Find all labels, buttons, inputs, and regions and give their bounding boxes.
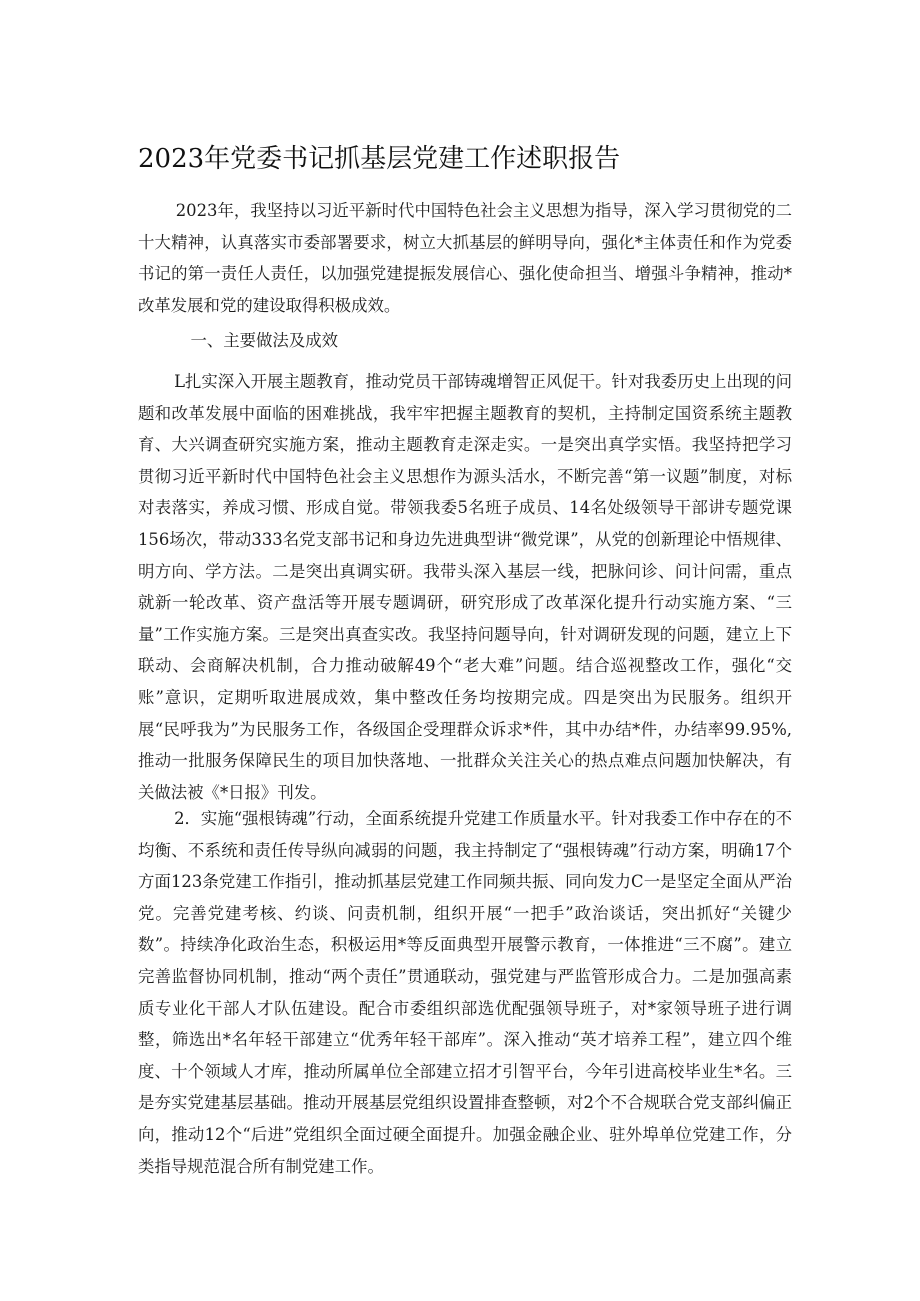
paragraph-1: L扎实深入开展主题教育，推动党员干部铸魂增智正风促干。针对我委历史上出现的问题和改革发展中面临的困难挑战，我牢牢把握主题教育的契机，主持制定国资系统主题教育、大兴调查研究实施方案，推动主题教育走深走实。一是突出真学实悟。我坚持把学习贯彻习近平新时代中国特色社会主义思想作为源头活水，不断完善“第一议题”制度，对标对表落实，养成习惯、形成自觉。带领我委5名班子成员、14名处级领导干部讲专题党课156场次，带动333名党支部书记和身边先进典型讲“微党课”，从党的创新理论中悟规律、明方向、学方法。二是突出真调实研。我带头深入基层一线，把脉问诊、问计问需，重点就新一轮改革、资产盘活等开展专题调研，研究形成了改革深化提升行动实施方案、“三量”工作实施方案。三是突出真查实改。我坚持问题导向，针对调研发现的问题，建立上下联动、会商解决机制，合力推动破解49个“老大难”问题。结合巡视整改工作，强化“交账”意识，定期听取进展成效，集中整改任务均按期完成。四是突出为民服务。组织开展“民呼我为”为民服务工作，各级国企受理群众诉求*件，其中办结*件，办结率99.95%,推动一批服务保障民生的项目加快落地、一批群众关注关心的热点难点问题加快解决，有关做法被《*日报》刊发。 [138,372,792,802]
intro-paragraph: 2023年，我坚持以习近平新时代中国特色社会主义思想为指导，深入学习贯彻党的二十大精神，认真落实市委部署要求，树立大抓基层的鲜明导向，强化*主体责任和作为党委书记的第一责任人责任，以加强党建提振发展信心、强化使命担当、增强斗争精神，推动*改革发展和党的建设取得积极成效。 [138,201,792,315]
document-title: 2023年党委书记抓基层党建工作述职报告 [138,144,621,174]
section-heading: 一、主要做法及成效 [190,331,338,350]
paragraph-2: 2．实施“强根铸魂”行动，全面系统提升党建工作质量水平。针对我委工作中存在的不均衡、不系统和责任传导纵向减弱的问题，我主持制定了“强根铸魂”行动方案，明确17个方面123条党建工作指引，推动抓基层党建工作同频共振、同向发力C一是坚定全面从严治党。完善党建考核、约谈、问责机制，组织开展“一把手”政治谈话，突出抓好“关键少数”。持续净化政治生态，积极运用*等反面典型开展警示教育，一体推进“三不腐”。建立完善监督协同机制，推动“两个责任”贯通联动，强党建与严监管形成合力。二是加强高素质专业化干部人才队伍建设。配合市委组织部选优配强领导班子，对*家领导班子进行调整，筛选出*名年轻干部建立“优秀年轻干部库”。深入推动“英才培养工程”，建立四个维度、十个领域人才库，推动所属单位全部建立招才引智平台，今年引进高校毕业生*名。三是夯实党建基层基础。推动开展基层党组织设置排查整顿，对2个不合规联合党支部纠偏正向，推动12个“后进”党组织全面过硬全面提升。加强金融企业、驻外埠单位党建工作，分类指导规范混合所有制党建工作。 [138,809,792,1176]
